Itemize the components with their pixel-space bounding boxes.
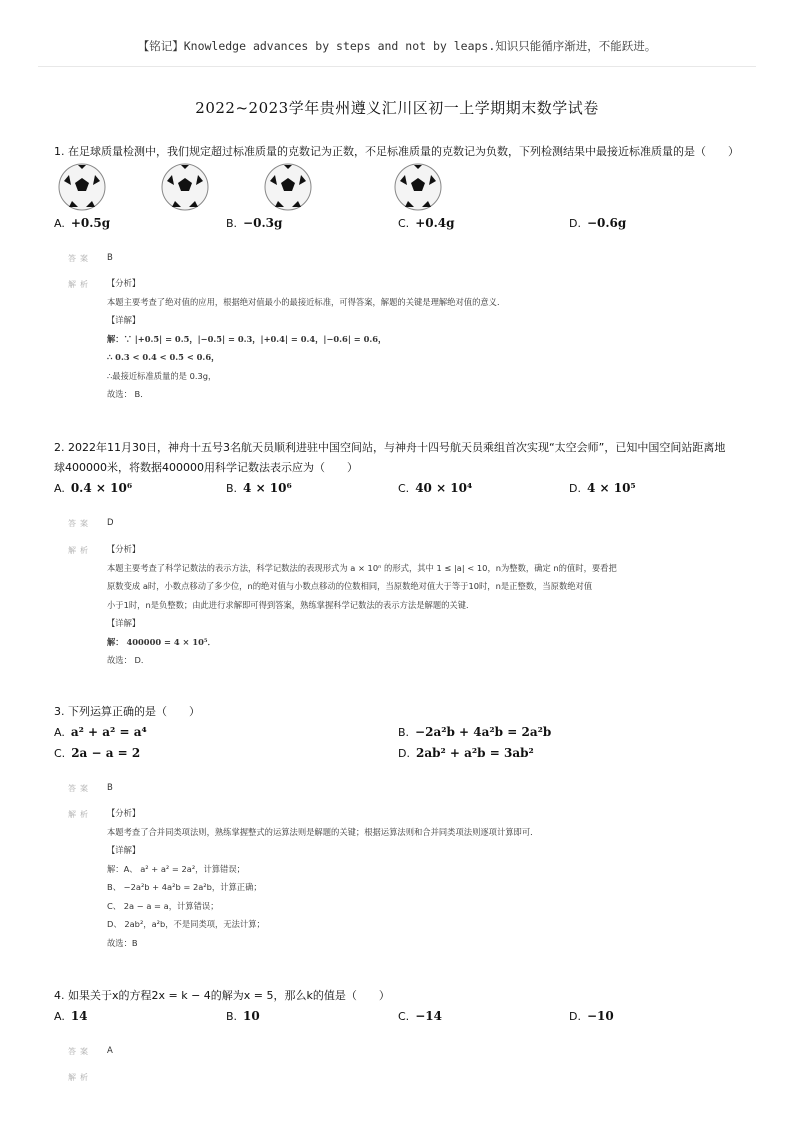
analysis-line: 小于1时，n是负整数；由此进行求解即可得到答案，熟练掌握科学记数法的表示方法是解题的关键． (107, 599, 475, 610)
question-2-option-d: D. 4 × 10⁵ (569, 481, 636, 495)
question-1-answer: B (107, 253, 113, 263)
question-1-analysis (107, 274, 732, 404)
question-3-stem: 3. 下列运算正确的是（ ） (54, 705, 200, 718)
soccer-ball-icon (58, 163, 106, 211)
question-2-option-c: C. 40 × 10⁴ (398, 481, 473, 495)
question-2-analysis (107, 540, 732, 670)
analysis-line: 解： 400000 = 4 × 10⁵． (107, 636, 216, 647)
analysis-line: 本题主要考查了科学记数法的表示方法，科学记数法的表现形式为 a × 10ⁿ 的形式，其中 1 ≤ |a| < 10，n为整数，确定 n的值时，要看把 (107, 562, 617, 573)
question-1-option-b: B. −0.3g (226, 216, 283, 230)
analysis-line: 【详解】 (107, 315, 141, 325)
analysis-line: 【分析】 (107, 808, 141, 818)
question-3-option-d: D. 2ab² + a²b = 3ab² (398, 746, 534, 760)
question-3-option-a: A. a² + a² = a⁴ (54, 725, 147, 739)
analysis-line: 【分析】 (107, 544, 141, 554)
question-1-option-d: D. −0.6g (569, 216, 627, 230)
answer-label: 答案 (68, 254, 92, 263)
question-2-answer: D (107, 518, 114, 528)
analysis-line: 故选： D． (107, 655, 150, 665)
question-4-option-a: A. 14 (54, 1009, 88, 1023)
analysis-line: 【分析】 (107, 278, 141, 288)
analysis-line: D、 2ab²，a²b，不是同类项，无法计算； (107, 919, 265, 929)
analysis-line: 【详解】 (107, 845, 141, 855)
analysis-label: 解析 (68, 546, 92, 555)
question-3-answer: B (107, 783, 113, 793)
question-1-option-c: C. +0.4g (398, 216, 455, 230)
analysis-label: 解析 (68, 1073, 92, 1082)
question-3-analysis (107, 804, 732, 952)
soccer-ball-icon (264, 163, 312, 211)
question-2-stem-line: 2. 2022年11月30日，神舟十五号3名航天员顺利进驻中国空间站，与神舟十四号航天员乘组首次实现“太空会师”，已知中国空间站距离地 (54, 441, 726, 454)
question-4-option-c: C. −14 (398, 1009, 442, 1023)
motto-banner: 【铭记】Knowledge advances by steps and not by leaps.知识只能循序渐进，不能跃进。 (137, 39, 657, 53)
soccer-ball-icon (161, 163, 209, 211)
answer-label: 答案 (68, 784, 92, 793)
question-4-stem: 4. 如果关于x的方程2x = k − 4的解为x = 5，那么k的值是（ ） (54, 989, 390, 1002)
header-divider (38, 66, 756, 67)
analysis-line: 故选：B (107, 937, 138, 948)
analysis-line: 解：∵ |+0.5| = 0.5，|−0.5| = 0.3，|+0.4| = 0.4，|−0.6| = 0.6， (107, 333, 387, 344)
question-3-option-b: B. −2a²b + 4a²b = 2a²b (398, 725, 552, 739)
question-1-stem: 1. 在足球质量检测中，我们规定超过标准质量的克数记为正数，不足标准质量的克数记为负数，下列检测结果中最接近标准质量的是（ ） (54, 145, 739, 158)
page-title: 2022~2023学年贵州遵义汇川区初一上学期期末数学试卷 (195, 99, 599, 117)
analysis-label: 解析 (68, 810, 92, 819)
question-4-option-d: D. −10 (569, 1009, 614, 1023)
answer-label: 答案 (68, 519, 92, 528)
answer-label: 答案 (68, 1047, 92, 1056)
analysis-line: 故选： B． (107, 389, 149, 399)
analysis-label: 解析 (68, 280, 92, 289)
question-2-stem (54, 440, 754, 476)
analysis-line: B、 −2a²b + 4a²b = 2a²b，计算正确； (107, 882, 262, 892)
question-3-option-c: C. 2a − a = 2 (54, 746, 141, 760)
analysis-line: C、 2a − a = a，计算错误； (107, 900, 219, 911)
question-4-option-b: B. 10 (226, 1009, 260, 1023)
question-2-option-a: A. 0.4 × 10⁶ (54, 481, 133, 495)
analysis-line: 解：A、 a² + a² = 2a²，计算错误； (107, 863, 245, 874)
soccer-ball-icon (394, 163, 442, 211)
analysis-line: ∴ 0.3 < 0.4 < 0.5 < 0.6， (107, 352, 220, 362)
question-2-stem-line: 球400000米，将数据400000用科学记数法表示应为（ ） (54, 461, 358, 474)
analysis-line: 【详解】 (107, 618, 141, 628)
question-4-answer: A (107, 1046, 113, 1056)
analysis-line: 原数变成 a时，小数点移动了多少位，n的绝对值与小数点移动的位数相同，当原数绝对值大于等于10时，n是正整数，当原数绝对值 (107, 581, 593, 591)
question-1-option-a: A. +0.5g (54, 216, 111, 230)
question-2-option-b: B. 4 × 10⁶ (226, 481, 292, 495)
analysis-line: 本题考查了合并同类项法则，熟练掌握整式的运算法则是解题的关键；根据运算法则和合并同类项法则逐项计算即可． (107, 826, 539, 837)
analysis-line: ∴最接近标准质量的是 0.3g， (107, 370, 217, 381)
analysis-line: 本题主要考查了绝对值的应用，根据绝对值最小的最接近标准，可得答案，解题的关键是理解绝对值的意义． (107, 296, 506, 307)
